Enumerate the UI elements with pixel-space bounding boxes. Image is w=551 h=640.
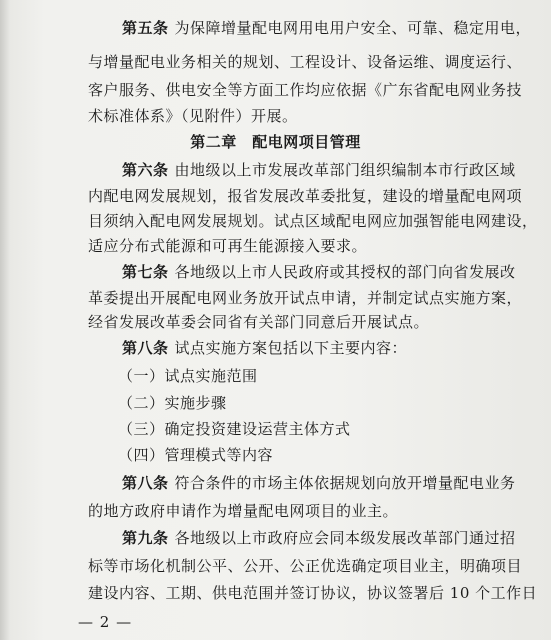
article-8b-line-2: 的地方政府申请作为增量配电网项目的业主。 [88, 502, 399, 520]
article-6-text-1: 由地级以上市发展改革部门组织编制本市行政区域 [174, 161, 516, 179]
article-8-item-4: （四）管理模式等内容 [118, 446, 274, 464]
article-8b-text-1: 符合条件的市场主体依据规划向放开增量配电业务 [174, 474, 516, 492]
article-5-text-1: 为保障增量配电网用电用户安全、可靠、稳定用电， [174, 19, 532, 37]
article-5-line-3: 客户服务、供电安全等方面工作均应依据《广东省配电网业务技 [88, 81, 523, 99]
article-9-line-2: 标等市场化机制公平、公开、公正优选确定项目业主，明确项目 [88, 557, 523, 575]
page-edge-shadow [0, 0, 10, 640]
article-5-line-1 [122, 18, 532, 38]
article-5-line-2: 与增量配电业务相关的规划、工程设计、设备运维、调度运行、 [88, 53, 523, 71]
article-6-line-1 [122, 160, 532, 180]
article-7-label: 第七条 [122, 263, 169, 281]
article-8-line-1 [122, 338, 532, 358]
article-6-label: 第六条 [122, 161, 169, 179]
article-7-line-1 [122, 262, 532, 282]
article-9-label: 第九条 [122, 529, 169, 547]
article-8-item-1: （一）试点实施范围 [118, 367, 258, 385]
article-9-text-1: 各地级以上市政府应会同本级发展改革部门通过招 [174, 529, 516, 547]
article-9-line-1 [122, 528, 532, 548]
article-5-line-4: 术标准体系》（见附件）开展。 [88, 107, 298, 125]
article-8-text-1: 试点实施方案包括以下主要内容： [174, 339, 408, 357]
article-8-label: 第八条 [122, 339, 169, 357]
article-8-item-2: （二）实施步骤 [118, 394, 227, 412]
article-5-label: 第五条 [122, 19, 169, 37]
article-7-text-1: 各地级以上市人民政府或其授权的部门向省发展改 [174, 263, 516, 281]
article-6-line-2: 内配电网发展规划，报省发展改革委批复，建设的增量配电网项 [88, 187, 523, 205]
article-8-item-3: （三）确定投资建设运营主体方式 [118, 420, 351, 438]
page-number: — 2 — [78, 613, 133, 631]
article-6-line-4: 适应分布式能源和可再生能源接入要求。 [88, 237, 368, 255]
chapter-heading: 第二章 配电网项目管理 [190, 133, 361, 151]
article-9-line-3: 建设内容、工期、供电范围并签订协议，协议签署后 10 个工作日 [88, 584, 538, 602]
article-7-line-3: 经省发展改革委会同省有关部门同意后开展试点。 [88, 313, 430, 331]
article-7-line-2: 革委提出开展配电网业务放开试点申请，并制定试点实施方案， [88, 289, 523, 307]
article-6-line-3: 目须纳入配电网发展规划。试点区域配电网应加强智能电网建设， [88, 212, 538, 230]
article-8b-label: 第八条 [122, 474, 169, 492]
article-8b-line-1 [122, 473, 532, 493]
